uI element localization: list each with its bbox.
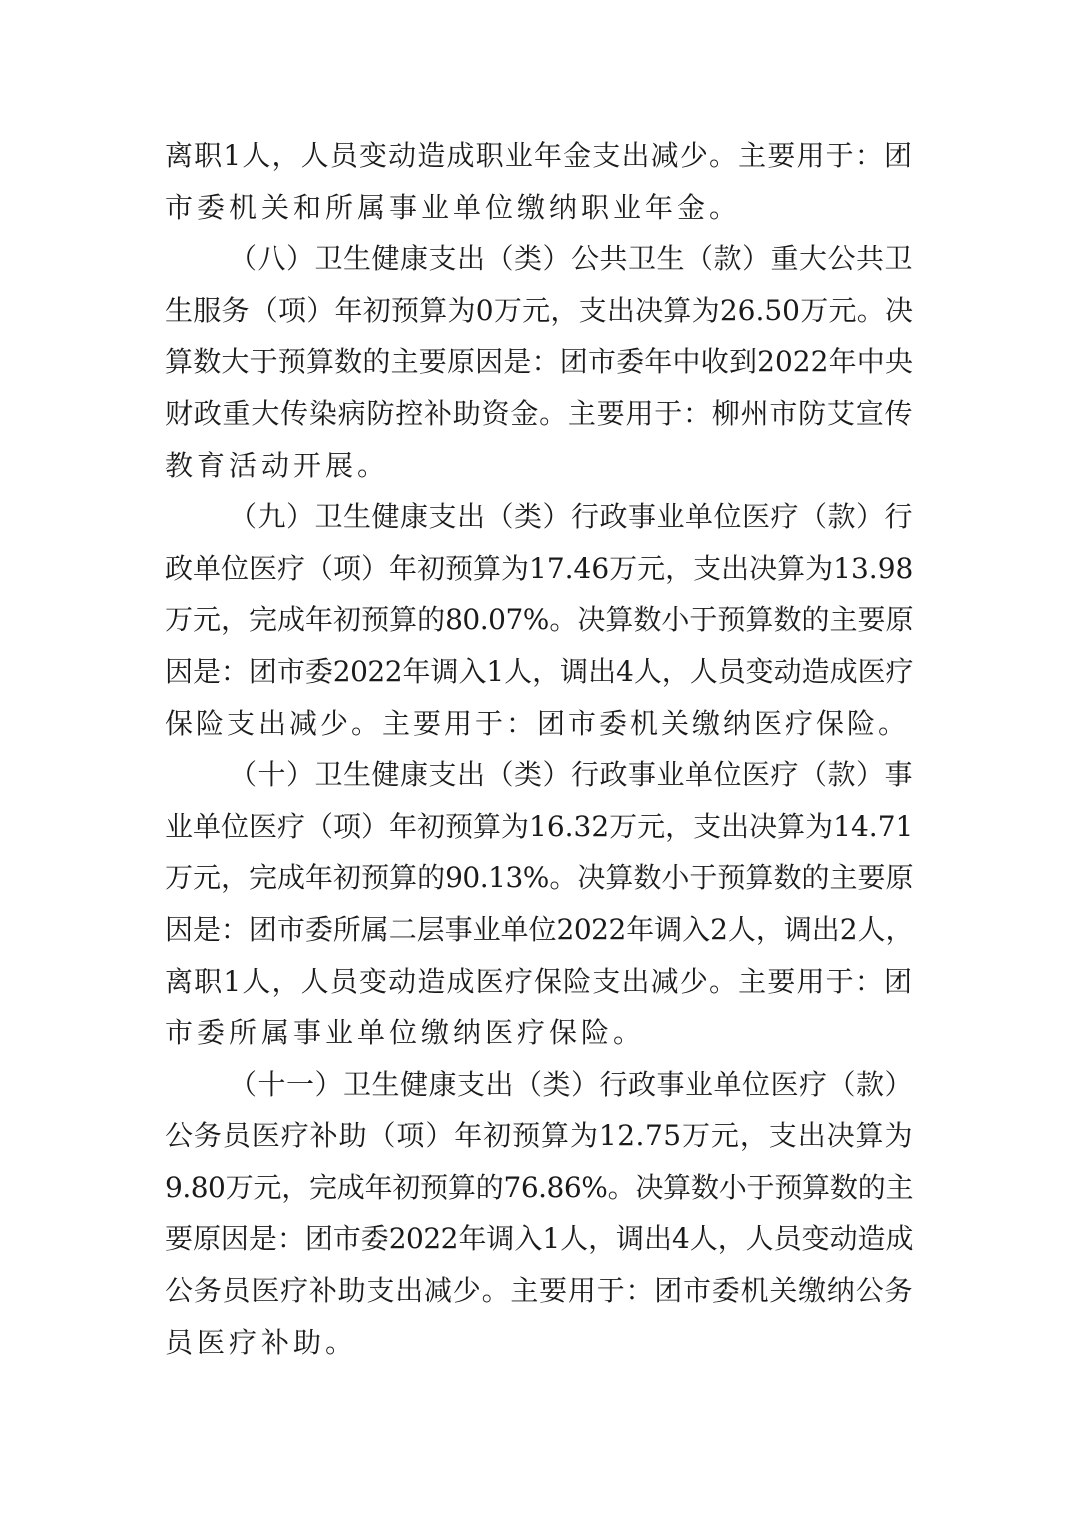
text-line: 教育活动开展。 (165, 448, 390, 482)
text-line: 因是：团市委2022年调入1人，调出4人，人员变动造成医疗 (165, 654, 913, 688)
text-line: 公务员医疗补助（项）年初预算为12.75万元，支出决算为 (165, 1119, 913, 1153)
text-line: 政单位医疗（项）年初预算为17.46万元，支出决算为13.98 (165, 551, 914, 585)
text-line: 算数大于预算数的主要原因是：团市委年中收到2022年中央 (165, 345, 913, 379)
text-line: （九）卫生健康支出（类）行政事业单位医疗（款）行 (229, 500, 914, 534)
text-line: 市委所属事业单位缴纳医疗保险。 (165, 1016, 646, 1050)
text-line: 市委机关和所属事业单位缴纳职业年金。 (165, 190, 742, 224)
text-line: 万元，完成年初预算的90.13%。决算数小于预算数的主要原 (165, 861, 913, 895)
text-line: 万元，完成年初预算的80.07%。决算数小于预算数的主要原 (165, 603, 913, 637)
text-line: 生服务（项）年初预算为0万元，支出决算为26.50万元。决 (165, 293, 913, 327)
text-line: 业单位医疗（项）年初预算为16.32万元，支出决算为14.71 (165, 809, 914, 843)
text-line: 9.80万元，完成年初预算的76.86%。决算数小于预算数的主 (165, 1170, 913, 1204)
text-line: 保险支出减少。主要用于：团市委机关缴纳医疗保险。 (165, 706, 910, 740)
text-line: 要原因是：团市委2022年调入1人，调出4人，人员变动造成 (165, 1222, 913, 1256)
text-line: 公务员医疗补助支出减少。主要用于：团市委机关缴纳公务 (165, 1274, 913, 1308)
text-line: （十一）卫生健康支出（类）行政事业单位医疗（款） (229, 1067, 914, 1101)
text-line: 离职1人，人员变动造成职业年金支出减少。主要用于：团 (165, 139, 913, 172)
text-line: （八）卫生健康支出（类）公共卫生（款）重大公共卫 (229, 242, 914, 276)
text-line: （十）卫生健康支出（类）行政事业单位医疗（款）事 (229, 758, 914, 792)
text-line: 因是：团市委所属二层事业单位2022年调入2人，调出2人， (165, 912, 913, 946)
text-line: 员医疗补助。 (165, 1325, 358, 1359)
text-line: 财政重大传染病防控补助资金。主要用于：柳州市防艾宣传 (165, 396, 913, 430)
document-body (165, 130, 913, 1368)
text-line: 离职1人，人员变动造成医疗保险支出减少。主要用于：团 (165, 964, 913, 998)
